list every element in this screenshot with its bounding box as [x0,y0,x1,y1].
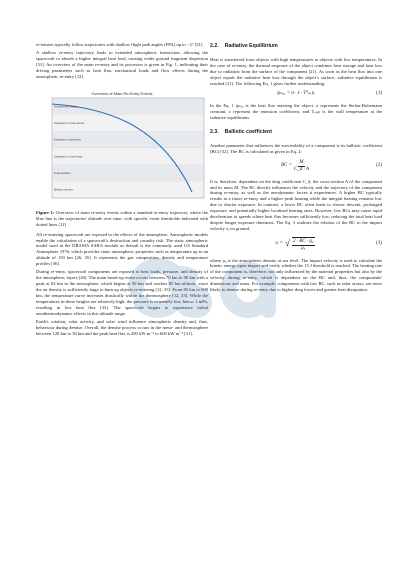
right-column [210,42,382,295]
equation-2: BC = $\frac{M}{C\_d \cdot A}$ (2) [280,159,382,172]
paragraph: Heat is transferred from objects with high temperatures to objects with low temperatures. In the case of re-entry, the thermal response of the object combines heat storage and heat loss due to radiation from the surface of the component [21]. As soon as the heat flux into one object equals the radiative heat loss through the object's surface, radiative equilibrium is reached [21]. The following Eq. 1 gives further understanding: [210,56,382,86]
equation-3: vᵢ = √ $\frac{\text{2 · BC · g₀}}{\text{ρ₀}}$ (3) [275,238,382,251]
figure-caption: Figure 1: Overview of main re-entry events within a standard re-entry trajectory, where the blue line is the trajectories' altitude over time, with specific event thresholds indicated with dotted lines [12] [36,209,209,227]
event-band [52,181,204,198]
left-column [36,42,208,339]
paragraph: All re-entering spacecraft are exposed to the effects of the atmosphere. Atmospheric models enable the calculation of a spacecraft's destruction and casualty risk. The static atmospheric model used in the DRAMA SARA module as default is the commonly used US Standard Atmosphere 1976, which provides static atmospheric properties such as temperature up to an altitude of 150 km [26, 35]. It represents the gas composition, density and temperature profiles [36]. [36,231,208,267]
paragraph: A shallow re-entry trajectory leads to extended atmospheric interaction, allowing the spacecraft to absorb a higher integral heat load, causing wider ground fragment dispersion [31]. An overview of the main re-entry and its processes is given in Fig. 1, indicating their driving parameters such as heat flux, mechanical loads and flow effects during the atmospheric re-entry [12]. [36,50,208,79]
event-label: Separation of antennas [54,138,81,142]
paragraph: It is, therefore, dependent on the drag coefficient C_d, the cross-section A of the component and its mass M. The BC directly influences the velocity and the trajectory of the component during re-entry, as well as the aerodynamic forces it experiences. A higher BC typically results in a faster re-entry and a higher peak heating while the integral heating remains low due to shorter exposure. In contrast, a lower BC often leads to slower descent, prolonged exposure, and potentially higher localised heating rates. However, low BCs may cause rapid deceleration to speeds where heat flux becomes sufficiently low, reducing the total heat load despite longer exposure durations. The Eq. 3 outlines the relation of the BC to the impact velocity vᵢ on ground. [210,178,382,231]
paragraph: During re-entry, spacecraft components are exposed to heat loads, pressure, and density of the atmospheric layers [26]. The main break-up event occurs between 70 km to 90 km with a peak at 83 km in the mesosphere, which begins at 50 km and reaches 85 km altitude, since the air density is sufficiently large to burn up objects re-entering [12, 33]. From 85 km to 600 km, the temperature curve increases drastically within the thermosphere [12, 33]. While the temperatures in these heights are relatively high, the pressure is extremely low, below 1 mPa, resulting in low heat flux [33]. The spacecraft begins to experience initial aerothermodynamic effects in this altitude range. [36,269,208,316]
equation-1: q̇ₘₐₓ = σ · ε · T⁴ᵥₗᵣᴇ, (1) [277,91,382,97]
event-label: Separation of solar panels [54,122,85,126]
paragraph: where ρ₀ is the atmospheric density at sea level. The impact velocity is used to calculate the kinetic energy upon impact and verify whether the 15 J threshold is reached. The heating rate of the component is, therefore, not only influenced by the material properties but also by the velocity during re-entry, which is dependent on the BC and, thus, the components' dimensions and mass. For example, components with low BC, such as solar arrays, are more likely to demise during re-entry due to higher drag forces and greater heat dissipation. [210,257,382,293]
section-heading: 2.2. Radiative Equilibrium [210,43,278,49]
paragraph: Earth's rotation, solar activity, and solar wind influence atmospheric density and, thus, behaviour during demise. Overall, the demise process occurs in the meso- and thermosphere between 120 km to 30 km and the peak heat flux is 200 kW m⁻² to 600 kW m⁻² [31]. [36,318,208,336]
reentry-events-figure [36,90,208,204]
paragraph: In the Eq. 1 q̇ₘₐₓ is the heat flux entering the object, σ represents the Stefan-Boltzmann constant, ε represent the emission coefficient, and Tᵥₗᵣᴇ is the wall temperature at the radiative equilibrium. [210,103,382,121]
section-heading: 2.3. Ballistic coefficient [210,129,272,136]
sqrt-sign: √ [285,238,290,249]
event-label: Separation of main body [54,155,83,159]
paragraph: Another parameter that influences the survivability of a component is its ballistic coefficient (BC) [32]. The BC is calculated as given in Eq. 2: [210,142,382,154]
event-label: Melting / demise [54,188,73,192]
paragraph: re-entries typically follow trajectories with shallow flight path angles (FPA) up to −2° [31]. [36,42,204,47]
event-label: Fragmentation [54,172,71,176]
figure-title: Overview of Main Re-Entry Events [91,91,153,97]
event-label: Aerothermal heating [54,105,78,109]
